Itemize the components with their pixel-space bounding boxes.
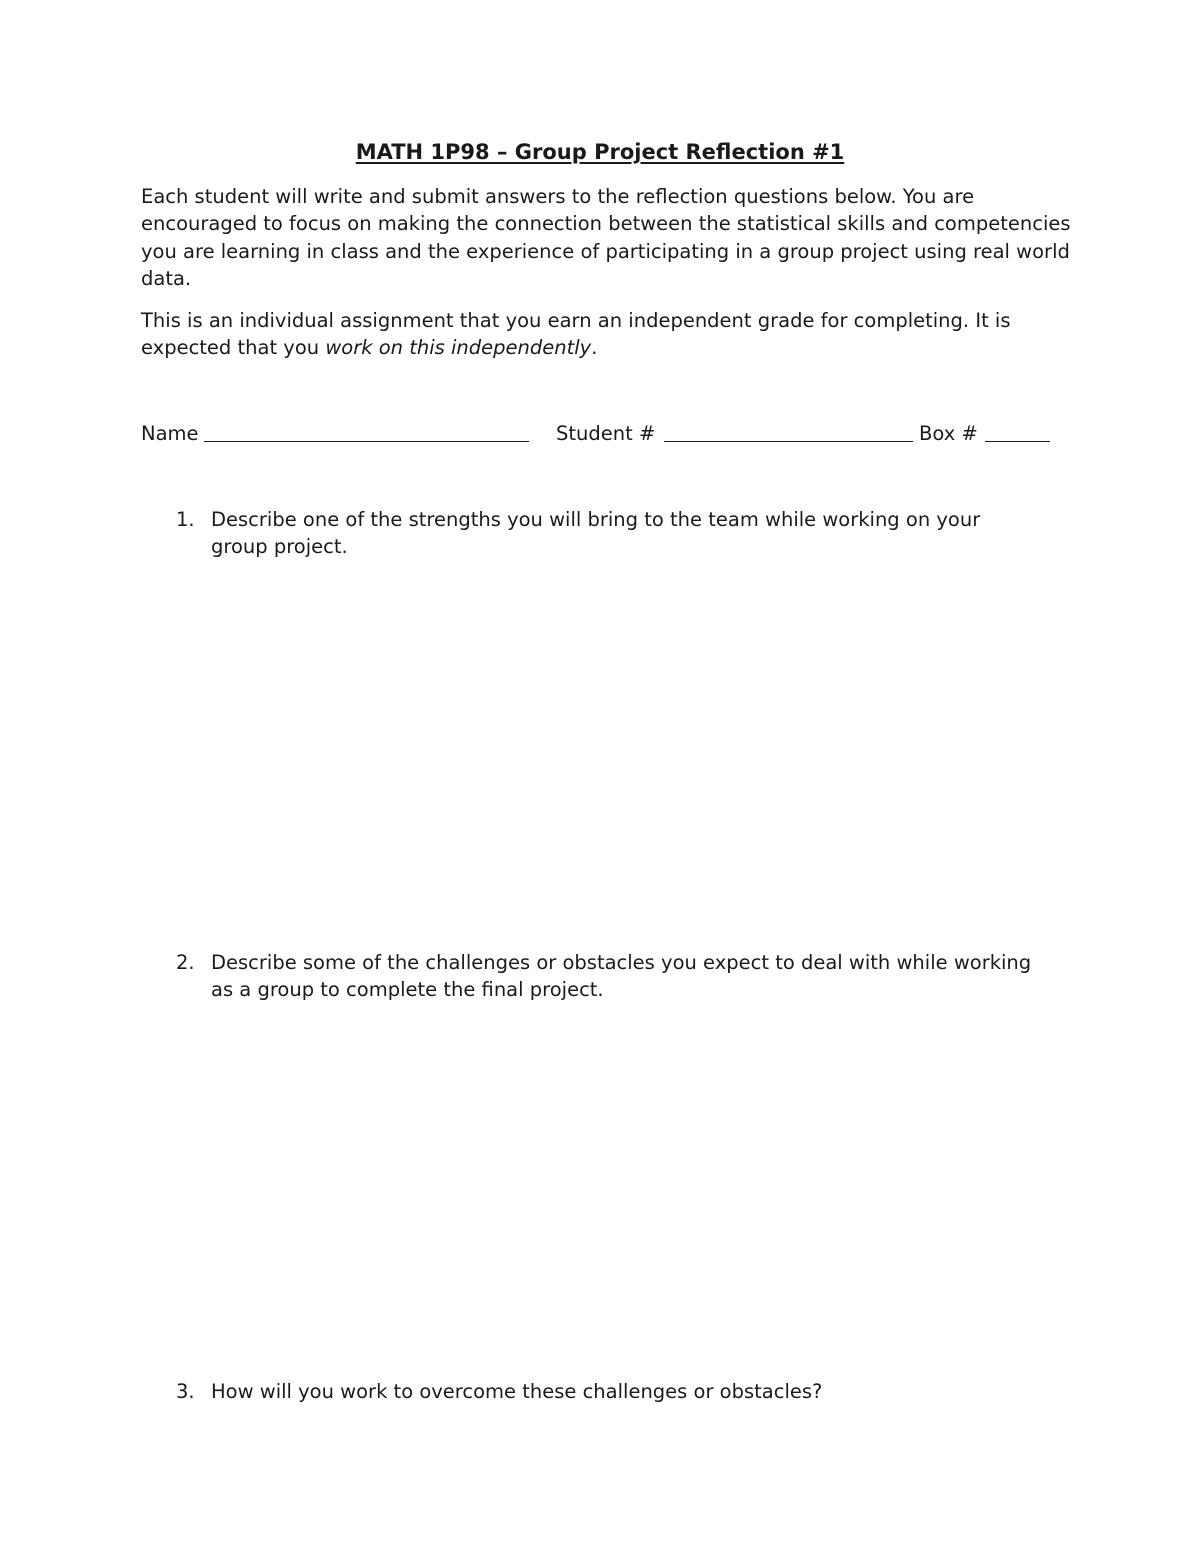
instructions-paragraph [141, 307, 1071, 362]
instructions-end: . [591, 336, 598, 360]
document-title: MATH 1P98 – Group Project Reflection #1 [355, 140, 845, 164]
question-3 [141, 1378, 1071, 1408]
question-number: 1. [176, 508, 195, 531]
question-text: How will you work to overcome these challenges or obstacles? [211, 1380, 823, 1403]
question-1 [141, 506, 1071, 566]
question-number: 3. [176, 1380, 195, 1403]
instructions-emphasis: work on this independently [325, 336, 592, 360]
instructions-text: This is an individual assignment that you earn an independent grade for completing. It is expected that you [141, 309, 1011, 360]
question-text: Describe some of the challenges or obstacles you expect to deal with while working as a group to complete the final project. [211, 951, 1032, 1002]
name-label: Name [141, 422, 199, 445]
name-blank-line[interactable] [204, 441, 529, 442]
question-text: Describe one of the strengths you will bring to the team while working on your group project. [211, 508, 981, 559]
box-number-label: Box # [919, 422, 978, 445]
student-number-label: Student # [556, 422, 656, 445]
question-number: 2. [176, 951, 195, 974]
box-number-blank-line[interactable] [985, 441, 1050, 442]
intro-paragraph: Each student will write and submit answers to the reflection questions below. You are encouraged to focus on making the connection between the statistical skills and competencies you are learning in class and the experience of participating in a group project using real world data. [141, 185, 1071, 290]
question-2 [141, 949, 1071, 1009]
student-info-fields [141, 420, 1071, 450]
student-number-blank-line[interactable] [664, 441, 913, 442]
